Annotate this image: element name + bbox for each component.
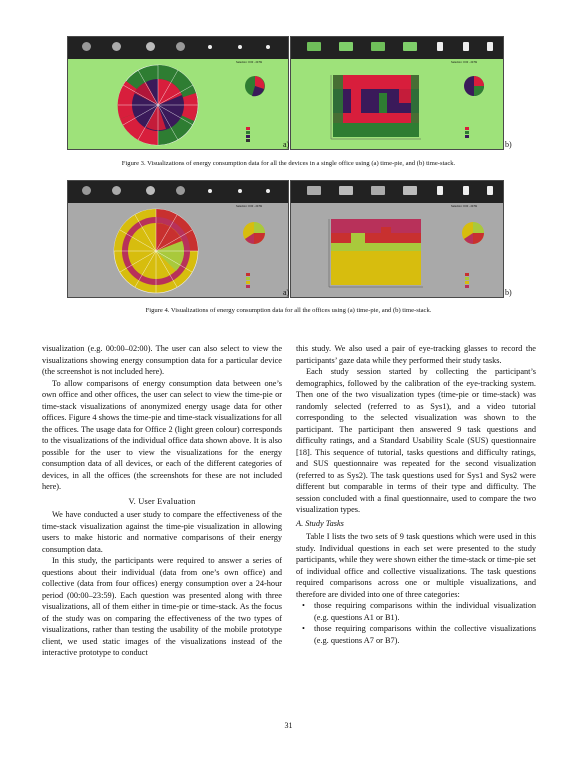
left-paragraph-1: visualization (e.g. 00:00–02:00). The user can also select to view the visualizations showing energy consumption data for a particular device (the screenshot is not included here). [42, 344, 282, 376]
figure-4-letter-a: a) [283, 288, 290, 297]
selection-label: Selection: 0:00 - 23:59 [451, 205, 477, 208]
bullet-text-2: those requiring comparisons within the collective visualizations (e.g. questions A7 or B7). [314, 624, 536, 645]
figure-3-letter-b: b) [505, 140, 512, 149]
summary-pie [242, 221, 266, 245]
section-title-user-evaluation: V. User Evaluation [128, 496, 196, 506]
figure-4-panel-b-time-stack [290, 180, 504, 298]
selection-label: Selection: 0:00 - 23:59 [451, 61, 477, 64]
device-toolbar [68, 37, 288, 59]
summary-pie [461, 221, 485, 245]
left-paragraph-2: To allow comparisons of energy consumption data between one’s own office and other offices, the user can select to view the time-pie or time-stack visualizations of anonymized energy usage data for other offices. Figure 4 shows the time-pie and time-stack visualizations for all the offices. The usage data for Office 2 (light green colour) corresponds to the visualizations of the individual office data shown above. It is also possible for the user to view the visualizations for the energy consumption data of all devices, or each of the different categories of devices, in all the offices (the screenshots for these are not included here). [42, 378, 282, 491]
figure-4-letter-b: b) [505, 288, 512, 297]
figure-3-caption: Figure 3. Visualizations of energy consumption data for all the devices in a single office using (a) time-pie, and (b) time-stack. [121, 160, 456, 167]
right-paragraph-3: Table I lists the two sets of 9 task questions which were used in this study. Individual questions in each set were presented to the study participants, while they were shown either the time-stack or time-pie set of individual office and collective visualizations. The task questions required comparisons across one or multiple visualizations, and therefore are divided into one of three categories: [296, 532, 536, 599]
figure-3 [62, 36, 514, 158]
bullet-glyph: • [302, 624, 305, 633]
left-paragraph-3: We have conducted a user study to compare the effectiveness of the time-stack visualization against the time-pie visualization in allowing users to make historic and normative comparisons of their energy consumption data. [42, 510, 282, 554]
selection-label: Selection: 0:00 - 23:59 [236, 61, 262, 64]
figure-4-caption: Figure 4. Visualizations of energy consumption data for all the offices using (a) time-pie, and (b) time-stack. [145, 307, 432, 314]
summary-pie [463, 75, 485, 97]
device-toolbar [291, 37, 503, 59]
figure-3-letter-a: a) [283, 140, 290, 149]
bullet-item-2 [296, 623, 536, 646]
left-paragraph-4: In this study, the participants were required to answer a series of questions about their individual (data from one’s own office) and collective (data from four offices) energy consumption over a 24-hour period (00:00–23:59). Each question was presented along with three visualizations, all of them either in time-pie or time-stack. As the focus of the study was on comparing the effectiveness of the two types of visualizations, rather than testing the usability of the mobile prototype client, we used static images of the visualizations instead of the interactive prototype to conduct [42, 556, 282, 657]
office-toolbar [291, 181, 503, 203]
figure-3-panel-a-time-pie [67, 36, 289, 150]
summary-pie [244, 75, 266, 97]
time-pie-chart [112, 207, 200, 295]
time-pie-chart [116, 63, 200, 147]
time-stack-chart [319, 217, 433, 291]
subsection-title-study-tasks: A. Study Tasks [296, 518, 344, 528]
right-paragraph-1: this study. We also used a pair of eye-tracking glasses to record the participants’ gaze data while they performed their study tasks. [296, 344, 536, 365]
right-column [296, 343, 536, 646]
figure-4 [62, 180, 514, 304]
bullet-item-1 [296, 600, 536, 623]
right-paragraph-2: Each study session started by collecting the participant’s demographics, followed by the calibration of the eye-tracking system. Then one of the two visualization types (time-pie or time-stack) was randomly selected (referred to as Sys1), and a video tutorial corresponding to the selected visualization was shown to the participant. The participant then answered 9 task questions and difficulty ratings, and a Standard Usability Scale (SUS) questionnaire [18]. This sequence of tutorial, tasks questions and difficulty ratings, and SUS questionnaire was repeated for the second visualization (referred to as Sys2). The task questions used for Sys1 and Sys2 were different but comparable in terms of their type and difficulty. The session concluded with a final questionnaire, used to compare the two visualization types. [296, 367, 536, 514]
bullet-glyph: • [302, 601, 305, 610]
selection-label: Selection: 0:00 - 23:59 [236, 205, 262, 208]
bullet-text-1: those requiring comparisons within the individual visualization (e.g. questions A1 or B1). [314, 601, 536, 622]
figure-3-panel-b-time-stack [290, 36, 504, 150]
figure-4-panel-a-time-pie [67, 180, 289, 298]
left-column [42, 343, 282, 659]
office-toolbar [68, 181, 288, 203]
page-number: 31 [284, 721, 293, 730]
time-stack-chart [321, 73, 431, 143]
